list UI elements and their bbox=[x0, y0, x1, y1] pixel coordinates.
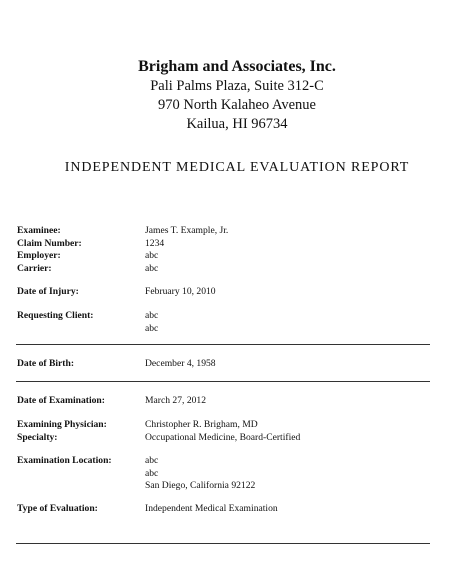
type-of-evaluation-value: Independent Medical Examination bbox=[145, 503, 278, 514]
claim-number-label: Claim Number: bbox=[17, 237, 82, 249]
type-of-evaluation-label: Type of Evaluation: bbox=[17, 503, 98, 514]
requesting-client-label: Requesting Client: bbox=[17, 310, 94, 321]
address-line-1: Pali Palms Plaza, Suite 312-C bbox=[150, 78, 324, 94]
company-name: Brigham and Associates, Inc. bbox=[138, 58, 336, 75]
date-of-injury-value: February 10, 2010 bbox=[145, 286, 216, 297]
date-of-examination-label: Date of Examination: bbox=[17, 395, 105, 406]
requesting-client-value-1: abc bbox=[145, 310, 159, 321]
date-of-examination-value: March 27, 2012 bbox=[145, 395, 207, 406]
address-line-3: Kailua, HI 96734 bbox=[186, 116, 288, 132]
carrier-value: abc bbox=[145, 262, 159, 274]
date-of-injury-label: Date of Injury: bbox=[17, 286, 79, 297]
examination-location-value-3: San Diego, California 92122 bbox=[145, 480, 256, 491]
examination-location-value-1: abc bbox=[145, 455, 159, 466]
divider-top bbox=[16, 344, 430, 345]
report-title: INDEPENDENT MEDICAL EVALUATION REPORT bbox=[64, 160, 410, 175]
specialty-value: Occupational Medicine, Board-Certified bbox=[145, 431, 301, 443]
specialty-label: Specialty: bbox=[17, 431, 58, 443]
examination-location-value-2: abc bbox=[145, 467, 159, 479]
employer-value: abc bbox=[145, 250, 159, 261]
examining-physician-label: Examining Physician: bbox=[17, 419, 107, 430]
requesting-client-value-2: abc bbox=[145, 322, 159, 334]
claim-number-value: 1234 bbox=[145, 237, 165, 249]
date-of-birth-value: December 4, 1958 bbox=[145, 358, 216, 369]
date-of-birth-label: Date of Birth: bbox=[17, 358, 75, 369]
divider-middle bbox=[16, 381, 430, 382]
letterhead bbox=[0, 57, 474, 134]
examining-physician-value: Christopher R. Brigham, MD bbox=[145, 419, 258, 430]
address-line-2: 970 North Kalaheo Avenue bbox=[158, 97, 316, 113]
carrier-label: Carrier: bbox=[17, 262, 52, 274]
employer-label: Employer: bbox=[17, 250, 61, 261]
examinee-label: Examinee: bbox=[17, 225, 61, 236]
examinee-value: James T. Example, Jr. bbox=[145, 225, 229, 236]
divider-bottom bbox=[16, 543, 430, 544]
examination-location-label: Examination Location: bbox=[17, 455, 112, 466]
